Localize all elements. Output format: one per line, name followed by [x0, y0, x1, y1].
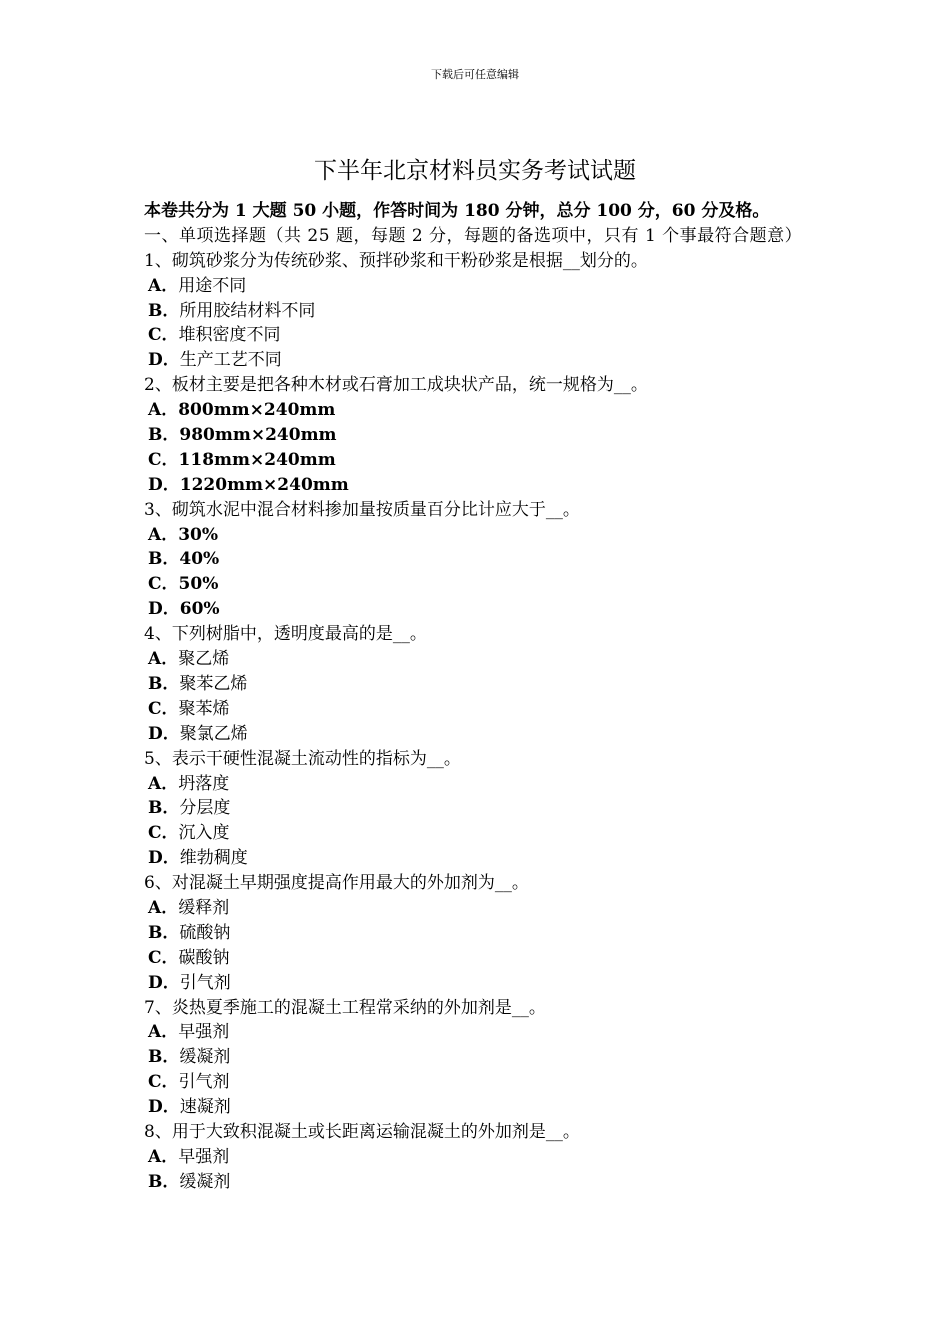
option-text: 引气剂 [179, 972, 231, 993]
option-text: 缓凝剂 [179, 1171, 231, 1192]
option-letter: B． [148, 922, 180, 943]
option-letter: A． [148, 524, 179, 545]
document-body [144, 199, 814, 1195]
option-text: 1220mm×240mm [179, 474, 349, 495]
option-text: 引气剂 [178, 1072, 230, 1093]
option-text: 堆积密度不同 [178, 325, 281, 346]
answer-option [144, 299, 814, 324]
answer-option [144, 572, 814, 597]
answer-option [144, 1045, 814, 1070]
question-stem: 8、用于大致积混凝土或长距离运输混凝土的外加剂是__。 [144, 1121, 580, 1142]
option-text: 50% [178, 574, 219, 595]
option-letter: A． [148, 897, 179, 918]
option-letter: A． [148, 400, 179, 421]
answer-option [144, 697, 814, 722]
option-text: 30% [178, 524, 219, 545]
option-text: 坍落度 [178, 773, 230, 794]
option-letter: B． [148, 300, 180, 321]
answer-option [144, 523, 814, 548]
option-text: 40% [179, 549, 220, 570]
question-stem: 6、对混凝土早期强度提高作用最大的外加剂为__。 [144, 873, 529, 894]
option-letter: D． [148, 723, 180, 744]
option-letter: C． [148, 325, 179, 346]
option-letter: B． [148, 1171, 180, 1192]
section-heading: 一、单项选择题（共 25 题，每题 2 分，每题的备选项中，只有 1 个事最符合题意） [144, 225, 803, 246]
option-letter: A． [148, 1146, 179, 1167]
option-text: 碳酸钠 [178, 947, 230, 968]
answer-option [144, 448, 814, 473]
option-letter: D． [148, 972, 180, 993]
option-letter: D． [148, 1097, 180, 1118]
option-letter: C． [148, 823, 179, 844]
option-letter: B． [148, 425, 180, 446]
answer-option [144, 821, 814, 846]
answer-option [144, 1095, 814, 1120]
answer-option [144, 1020, 814, 1045]
answer-option [144, 274, 814, 299]
answer-option [144, 647, 814, 672]
option-text: 缓凝剂 [179, 1047, 231, 1068]
header-note: 下载后可任意编辑 [431, 68, 519, 81]
option-text: 早强剂 [178, 1146, 230, 1167]
option-letter: D． [148, 474, 180, 495]
option-text: 缓释剂 [178, 897, 230, 918]
question-list [144, 249, 814, 1195]
option-letter: D． [148, 848, 180, 869]
answer-option [144, 1170, 814, 1195]
option-text: 60% [179, 599, 220, 620]
option-letter: B． [148, 549, 180, 570]
answer-option [144, 971, 814, 996]
answer-option [144, 846, 814, 871]
option-letter: C． [148, 947, 179, 968]
answer-option [144, 547, 814, 572]
option-letter: D． [148, 599, 180, 620]
option-text: 分层度 [179, 798, 231, 819]
question-stem: 4、下列树脂中，透明度最高的是__。 [144, 624, 427, 645]
option-letter: A． [148, 773, 179, 794]
option-text: 速凝剂 [179, 1097, 231, 1118]
answer-option [144, 423, 814, 448]
option-text: 聚苯烯 [178, 698, 230, 719]
question-stem: 1、砌筑砂浆分为传统砂浆、预拌砂浆和干粉砂浆是根据__划分的。 [144, 250, 648, 271]
answer-option [144, 896, 814, 921]
answer-option [144, 597, 814, 622]
answer-option [144, 323, 814, 348]
question-stem: 5、表示干硬性混凝土流动性的指标为__。 [144, 748, 461, 769]
option-text: 沉入度 [178, 823, 230, 844]
option-letter: A． [148, 1022, 179, 1043]
option-letter: C． [148, 698, 179, 719]
question-stem: 3、砌筑水泥中混合材料掺加量按质量百分比计应大于__。 [144, 499, 580, 520]
answer-option [144, 348, 814, 373]
option-text: 生产工艺不同 [179, 350, 282, 371]
option-letter: B． [148, 1047, 180, 1068]
answer-option [144, 921, 814, 946]
option-text: 118mm×240mm [178, 449, 336, 470]
option-text: 早强剂 [178, 1022, 230, 1043]
option-text: 聚氯乙烯 [179, 723, 248, 744]
answer-option [144, 946, 814, 971]
option-letter: C． [148, 449, 179, 470]
option-text: 980mm×240mm [179, 425, 337, 446]
answer-option [144, 1145, 814, 1170]
option-letter: C． [148, 574, 179, 595]
option-letter: C． [148, 1072, 179, 1093]
option-letter: B． [148, 673, 180, 694]
question-stem: 2、板材主要是把各种木材或石膏加工成块状产品，统一规格为__。 [144, 375, 648, 396]
option-text: 聚乙烯 [178, 649, 230, 670]
option-text: 聚苯乙烯 [179, 673, 248, 694]
option-letter: B． [148, 798, 180, 819]
option-letter: A． [148, 649, 179, 670]
option-text: 所用胶结材料不同 [179, 300, 316, 321]
document-title: 下半年北京材料员实务考试试题 [314, 158, 636, 184]
answer-option [144, 473, 814, 498]
exam-intro: 本卷共分为 1 大题 50 小题，作答时间为 180 分钟，总分 100 分，60 分及格。 [144, 201, 770, 221]
option-text: 维勃稠度 [179, 848, 248, 869]
answer-option [144, 722, 814, 747]
option-letter: A． [148, 275, 179, 296]
question-stem: 7、炎热夏季施工的混凝土工程常采纳的外加剂是__。 [144, 997, 546, 1018]
option-text: 用途不同 [178, 275, 247, 296]
option-text: 800mm×240mm [178, 400, 336, 421]
answer-option [144, 672, 814, 697]
option-letter: D． [148, 350, 180, 371]
answer-option [144, 772, 814, 797]
option-text: 硫酸钠 [179, 922, 231, 943]
answer-option [144, 796, 814, 821]
answer-option [144, 398, 814, 423]
answer-option [144, 1070, 814, 1095]
